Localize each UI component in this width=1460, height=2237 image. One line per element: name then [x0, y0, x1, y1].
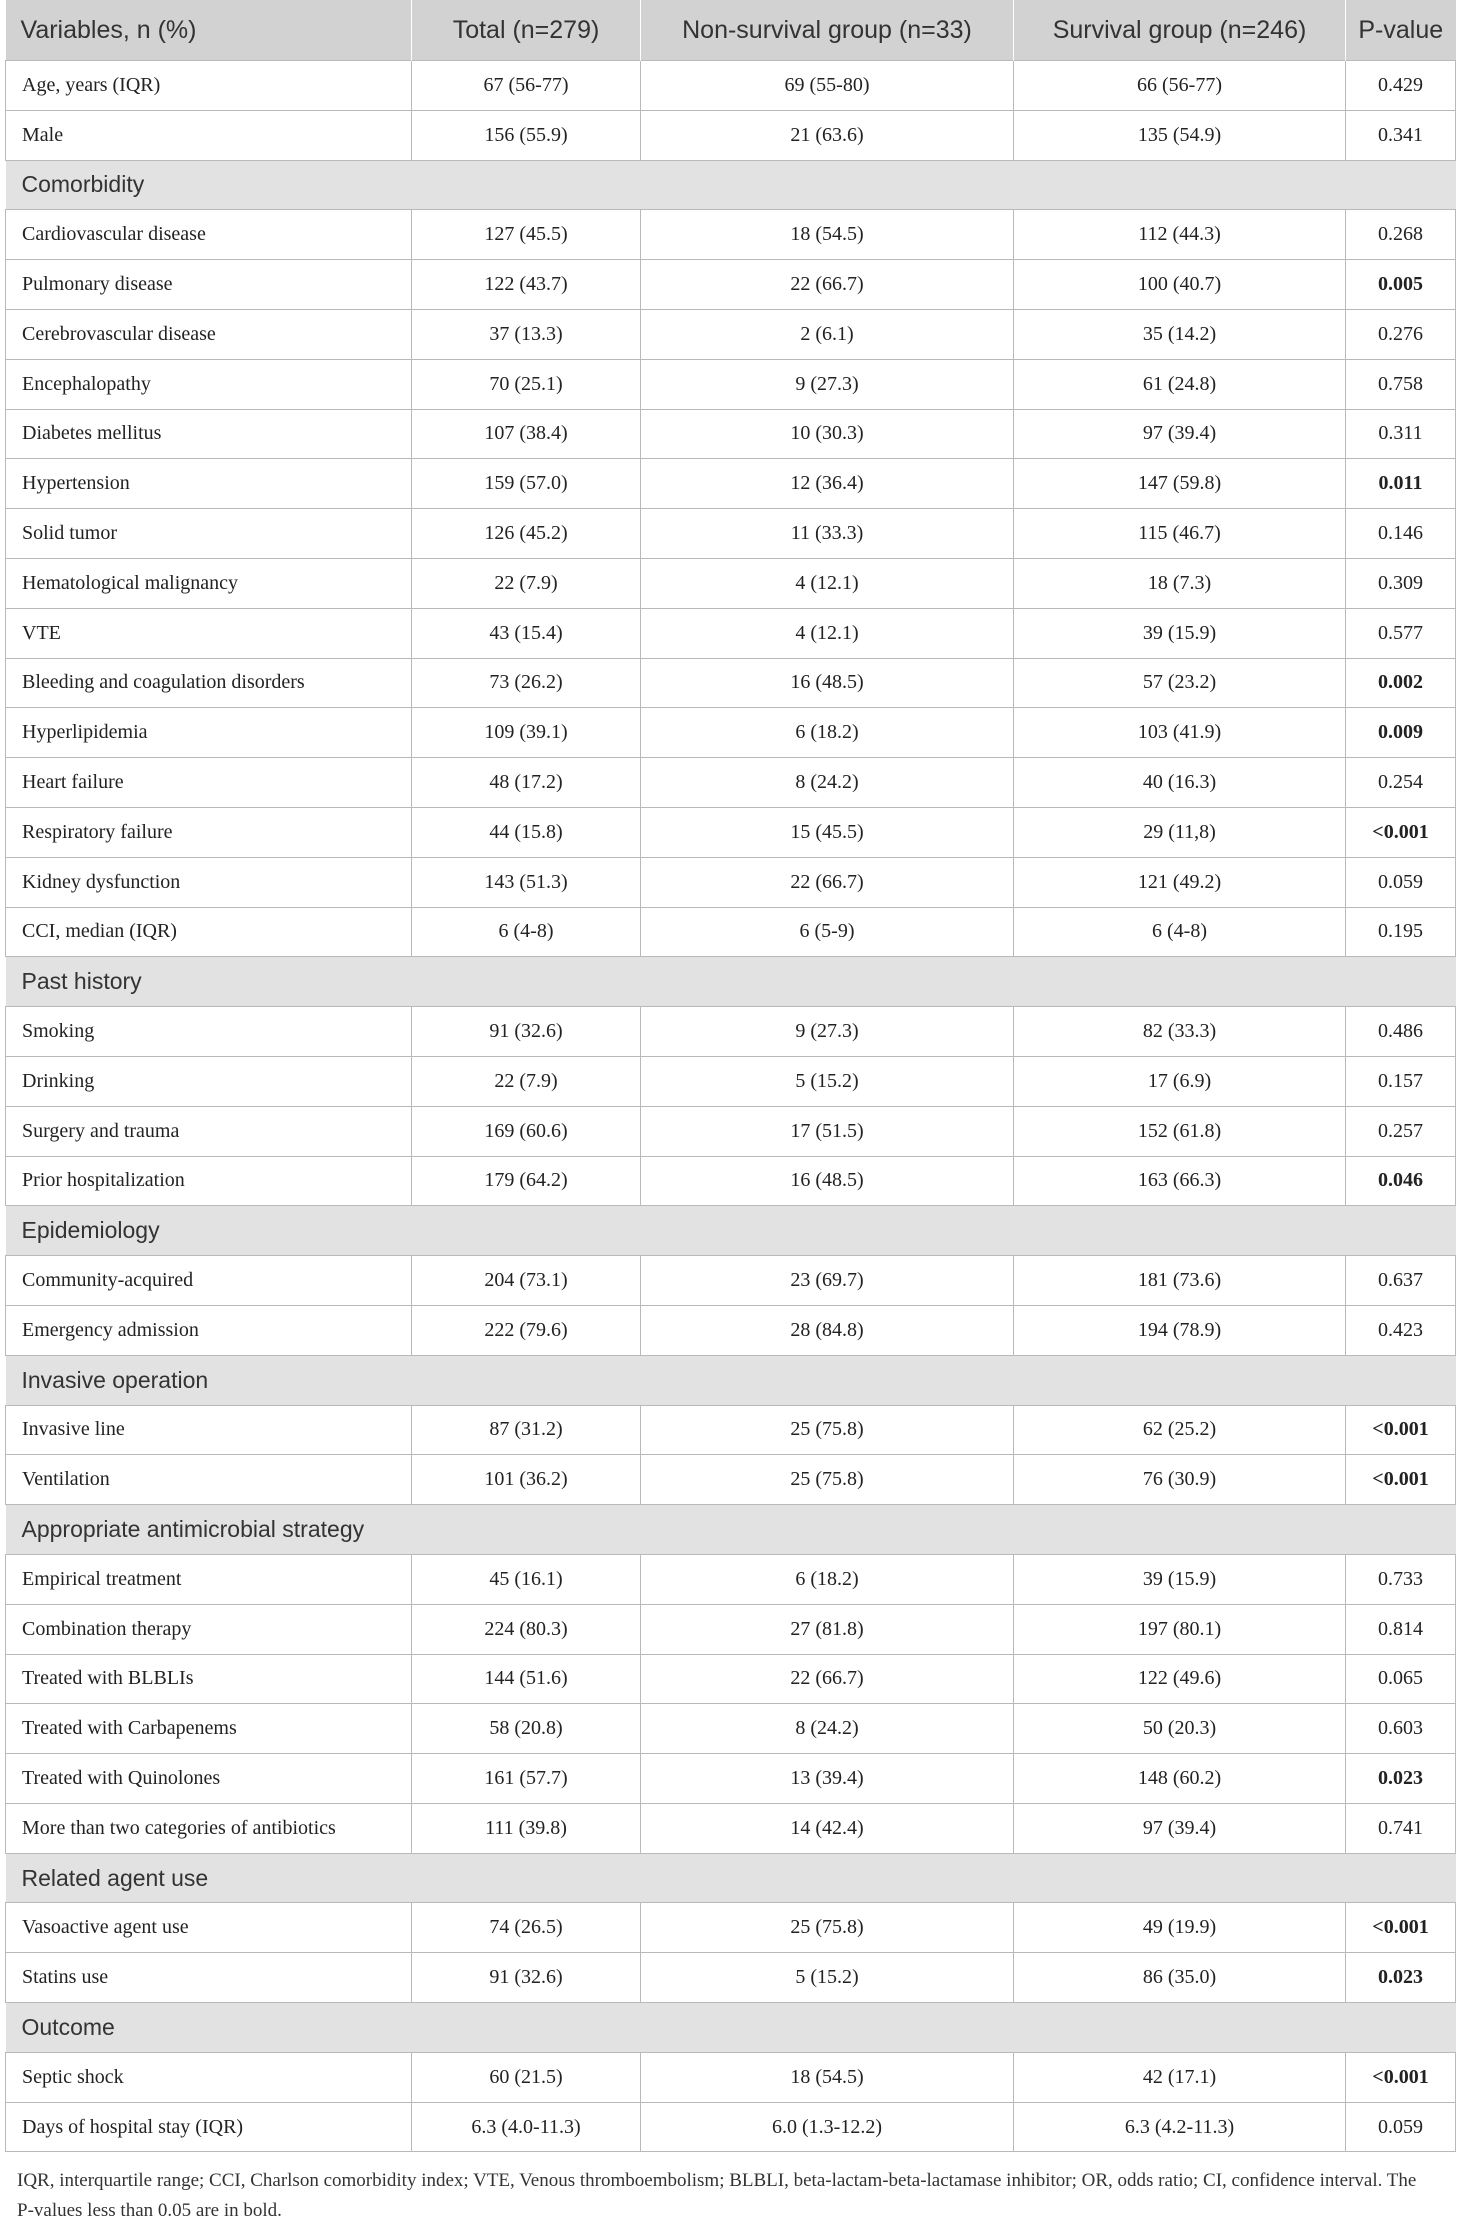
p-value-cell: 0.065 [1346, 1654, 1456, 1704]
non-survival-cell: 8 (24.2) [641, 758, 1014, 808]
non-survival-cell: 4 (12.1) [641, 608, 1014, 658]
non-survival-cell: 22 (66.7) [641, 1654, 1014, 1704]
non-survival-cell: 9 (27.3) [641, 359, 1014, 409]
total-cell: 144 (51.6) [412, 1654, 641, 1704]
survival-cell: 82 (33.3) [1014, 1007, 1346, 1057]
non-survival-cell: 6 (18.2) [641, 708, 1014, 758]
header-total: Total (n=279) [412, 0, 641, 61]
non-survival-cell: 8 (24.2) [641, 1704, 1014, 1754]
variable-cell: Combination therapy [6, 1604, 412, 1654]
p-value-cell: 0.733 [1346, 1554, 1456, 1604]
non-survival-cell: 25 (75.8) [641, 1455, 1014, 1505]
survival-cell: 197 (80.1) [1014, 1604, 1346, 1654]
header-survival: Survival group (n=246) [1014, 0, 1346, 61]
non-survival-cell: 6 (5-9) [641, 907, 1014, 957]
non-survival-cell: 6 (18.2) [641, 1554, 1014, 1604]
total-cell: 122 (43.7) [412, 260, 641, 310]
table-row [6, 658, 1456, 708]
total-cell: 161 (57.7) [412, 1754, 641, 1804]
p-value-cell: 0.005 [1346, 260, 1456, 310]
total-cell: 74 (26.5) [412, 1903, 641, 1953]
table-row [6, 608, 1456, 658]
survival-cell: 39 (15.9) [1014, 1554, 1346, 1604]
survival-cell: 62 (25.2) [1014, 1405, 1346, 1455]
survival-cell: 42 (17.1) [1014, 2052, 1346, 2102]
header-p-value: P-value [1346, 0, 1456, 61]
p-value-cell: 0.309 [1346, 558, 1456, 608]
survival-cell: 115 (46.7) [1014, 509, 1346, 559]
variable-cell: CCI, median (IQR) [6, 907, 412, 957]
survival-cell: 121 (49.2) [1014, 857, 1346, 907]
table-row [6, 857, 1456, 907]
variable-cell: Septic shock [6, 2052, 412, 2102]
p-value-cell: 0.311 [1346, 409, 1456, 459]
variable-cell: Treated with Carbapenems [6, 1704, 412, 1754]
p-value-cell: 0.637 [1346, 1256, 1456, 1306]
table-row [6, 1803, 1456, 1853]
variable-cell: Heart failure [6, 758, 412, 808]
survival-cell: 76 (30.9) [1014, 1455, 1346, 1505]
non-survival-cell: 23 (69.7) [641, 1256, 1014, 1306]
table-row [6, 509, 1456, 559]
table-row [6, 1305, 1456, 1355]
table-row [6, 807, 1456, 857]
p-value-cell: 0.059 [1346, 2102, 1456, 2152]
p-value-cell: 0.758 [1346, 359, 1456, 409]
total-cell: 60 (21.5) [412, 2052, 641, 2102]
variable-cell: Community-acquired [6, 1256, 412, 1306]
section-row [6, 2003, 1456, 2053]
variable-cell: Vasoactive agent use [6, 1903, 412, 1953]
table-row [6, 1604, 1456, 1654]
total-cell: 159 (57.0) [412, 459, 641, 509]
section-label: Past history [6, 957, 1456, 1007]
p-value-cell: 0.023 [1346, 1953, 1456, 2003]
variable-cell: Treated with BLBLIs [6, 1654, 412, 1704]
table-row [6, 260, 1456, 310]
non-survival-cell: 5 (15.2) [641, 1953, 1014, 2003]
total-cell: 169 (60.6) [412, 1106, 641, 1156]
total-cell: 179 (64.2) [412, 1156, 641, 1206]
p-value-cell: 0.146 [1346, 509, 1456, 559]
variable-cell: Respiratory failure [6, 807, 412, 857]
section-row [6, 160, 1456, 210]
non-survival-cell: 27 (81.8) [641, 1604, 1014, 1654]
table-row [6, 1704, 1456, 1754]
total-cell: 156 (55.9) [412, 110, 641, 160]
variable-cell: More than two categories of antibiotics [6, 1803, 412, 1853]
survival-cell: 135 (54.9) [1014, 110, 1346, 160]
table-row [6, 1056, 1456, 1106]
survival-cell: 181 (73.6) [1014, 1256, 1346, 1306]
p-value-cell: 0.257 [1346, 1106, 1456, 1156]
survival-cell: 152 (61.8) [1014, 1106, 1346, 1156]
survival-cell: 49 (19.9) [1014, 1903, 1346, 1953]
p-value-cell: 0.009 [1346, 708, 1456, 758]
variable-cell: Surgery and trauma [6, 1106, 412, 1156]
total-cell: 224 (80.3) [412, 1604, 641, 1654]
total-cell: 126 (45.2) [412, 509, 641, 559]
variable-cell: Bleeding and coagulation disorders [6, 658, 412, 708]
total-cell: 44 (15.8) [412, 807, 641, 857]
variable-cell: Ventilation [6, 1455, 412, 1505]
non-survival-cell: 18 (54.5) [641, 210, 1014, 260]
p-value-cell: 0.341 [1346, 110, 1456, 160]
header-row [6, 0, 1456, 61]
p-value-cell: <0.001 [1346, 1903, 1456, 1953]
non-survival-cell: 15 (45.5) [641, 807, 1014, 857]
total-cell: 87 (31.2) [412, 1405, 641, 1455]
section-label: Epidemiology [6, 1206, 1456, 1256]
variable-cell: VTE [6, 608, 412, 658]
variable-cell: Age, years (IQR) [6, 61, 412, 111]
survival-cell: 194 (78.9) [1014, 1305, 1346, 1355]
survival-cell: 39 (15.9) [1014, 608, 1346, 658]
variable-cell: Days of hospital stay (IQR) [6, 2102, 412, 2152]
table-row [6, 1007, 1456, 1057]
table-row [6, 359, 1456, 409]
section-label: Invasive operation [6, 1355, 1456, 1405]
total-cell: 109 (39.1) [412, 708, 641, 758]
p-value-cell: <0.001 [1346, 1405, 1456, 1455]
total-cell: 37 (13.3) [412, 309, 641, 359]
p-value-cell: 0.059 [1346, 857, 1456, 907]
non-survival-cell: 13 (39.4) [641, 1754, 1014, 1804]
variable-cell: Prior hospitalization [6, 1156, 412, 1206]
survival-cell: 35 (14.2) [1014, 309, 1346, 359]
table-row [6, 2052, 1456, 2102]
total-cell: 143 (51.3) [412, 857, 641, 907]
p-value-cell: 0.011 [1346, 459, 1456, 509]
variable-cell: Diabetes mellitus [6, 409, 412, 459]
non-survival-cell: 16 (48.5) [641, 658, 1014, 708]
section-row [6, 1853, 1456, 1903]
table-row [6, 758, 1456, 808]
total-cell: 45 (16.1) [412, 1554, 641, 1604]
survival-cell: 50 (20.3) [1014, 1704, 1346, 1754]
survival-cell: 100 (40.7) [1014, 260, 1346, 310]
variable-cell: Male [6, 110, 412, 160]
variable-cell: Hyperlipidemia [6, 708, 412, 758]
total-cell: 73 (26.2) [412, 658, 641, 708]
total-cell: 6 (4-8) [412, 907, 641, 957]
table-row [6, 1903, 1456, 1953]
total-cell: 70 (25.1) [412, 359, 641, 409]
section-label: Appropriate antimicrobial strategy [6, 1505, 1456, 1555]
table-row [6, 210, 1456, 260]
table-body [6, 61, 1456, 2152]
characteristics-table [5, 0, 1456, 2152]
variable-cell: Solid tumor [6, 509, 412, 559]
table-row [6, 459, 1456, 509]
p-value-cell: 0.002 [1346, 658, 1456, 708]
table-header [6, 0, 1456, 61]
survival-cell: 6.3 (4.2-11.3) [1014, 2102, 1346, 2152]
non-survival-cell: 16 (48.5) [641, 1156, 1014, 1206]
survival-cell: 112 (44.3) [1014, 210, 1346, 260]
non-survival-cell: 4 (12.1) [641, 558, 1014, 608]
variable-cell: Emergency admission [6, 1305, 412, 1355]
non-survival-cell: 5 (15.2) [641, 1056, 1014, 1106]
p-value-cell: 0.741 [1346, 1803, 1456, 1853]
table-row [6, 110, 1456, 160]
variable-cell: Smoking [6, 1007, 412, 1057]
section-row [6, 957, 1456, 1007]
header-non-survival: Non-survival group (n=33) [641, 0, 1014, 61]
section-row [6, 1355, 1456, 1405]
table-row [6, 61, 1456, 111]
non-survival-cell: 21 (63.6) [641, 110, 1014, 160]
survival-cell: 163 (66.3) [1014, 1156, 1346, 1206]
survival-cell: 103 (41.9) [1014, 708, 1346, 758]
table-row [6, 907, 1456, 957]
variable-cell: Pulmonary disease [6, 260, 412, 310]
non-survival-cell: 17 (51.5) [641, 1106, 1014, 1156]
section-label: Related agent use [6, 1853, 1456, 1903]
total-cell: 91 (32.6) [412, 1953, 641, 2003]
non-survival-cell: 69 (55-80) [641, 61, 1014, 111]
total-cell: 67 (56-77) [412, 61, 641, 111]
p-value-cell: 0.276 [1346, 309, 1456, 359]
total-cell: 58 (20.8) [412, 1704, 641, 1754]
table-row [6, 1953, 1456, 2003]
survival-cell: 6 (4-8) [1014, 907, 1346, 957]
p-value-cell: <0.001 [1346, 807, 1456, 857]
p-value-cell: 0.603 [1346, 1704, 1456, 1754]
p-value-cell: 0.195 [1346, 907, 1456, 957]
total-cell: 204 (73.1) [412, 1256, 641, 1306]
total-cell: 48 (17.2) [412, 758, 641, 808]
p-value-cell: 0.157 [1346, 1056, 1456, 1106]
survival-cell: 40 (16.3) [1014, 758, 1346, 808]
section-label: Comorbidity [6, 160, 1456, 210]
header-variables: Variables, n (%) [6, 0, 412, 61]
variable-cell: Cerebrovascular disease [6, 309, 412, 359]
table-row [6, 708, 1456, 758]
table-row [6, 558, 1456, 608]
non-survival-cell: 10 (30.3) [641, 409, 1014, 459]
total-cell: 222 (79.6) [412, 1305, 641, 1355]
variable-cell: Drinking [6, 1056, 412, 1106]
p-value-cell: 0.486 [1346, 1007, 1456, 1057]
variable-cell: Empirical treatment [6, 1554, 412, 1604]
survival-cell: 122 (49.6) [1014, 1654, 1346, 1704]
section-label: Outcome [6, 2003, 1456, 2053]
survival-cell: 97 (39.4) [1014, 1803, 1346, 1853]
non-survival-cell: 11 (33.3) [641, 509, 1014, 559]
total-cell: 22 (7.9) [412, 1056, 641, 1106]
p-value-cell: 0.023 [1346, 1754, 1456, 1804]
non-survival-cell: 28 (84.8) [641, 1305, 1014, 1355]
non-survival-cell: 22 (66.7) [641, 857, 1014, 907]
survival-cell: 61 (24.8) [1014, 359, 1346, 409]
table-row [6, 1405, 1456, 1455]
section-row [6, 1206, 1456, 1256]
p-value-cell: <0.001 [1346, 1455, 1456, 1505]
survival-cell: 57 (23.2) [1014, 658, 1346, 708]
total-cell: 22 (7.9) [412, 558, 641, 608]
p-value-cell: 0.577 [1346, 608, 1456, 658]
non-survival-cell: 25 (75.8) [641, 1903, 1014, 1953]
variable-cell: Encephalopathy [6, 359, 412, 409]
table-row [6, 1156, 1456, 1206]
survival-cell: 148 (60.2) [1014, 1754, 1346, 1804]
variable-cell: Invasive line [6, 1405, 412, 1455]
p-value-cell: 0.046 [1346, 1156, 1456, 1206]
p-value-cell: 0.268 [1346, 210, 1456, 260]
p-value-cell: 0.429 [1346, 61, 1456, 111]
p-value-cell: 0.423 [1346, 1305, 1456, 1355]
total-cell: 91 (32.6) [412, 1007, 641, 1057]
variable-cell: Cardiovascular disease [6, 210, 412, 260]
non-survival-cell: 18 (54.5) [641, 2052, 1014, 2102]
p-value-cell: 0.814 [1346, 1604, 1456, 1654]
variable-cell: Hypertension [6, 459, 412, 509]
p-value-cell: <0.001 [1346, 2052, 1456, 2102]
total-cell: 127 (45.5) [412, 210, 641, 260]
survival-cell: 66 (56-77) [1014, 61, 1346, 111]
table-row [6, 1106, 1456, 1156]
total-cell: 101 (36.2) [412, 1455, 641, 1505]
survival-cell: 86 (35.0) [1014, 1953, 1346, 2003]
survival-cell: 97 (39.4) [1014, 409, 1346, 459]
non-survival-cell: 14 (42.4) [641, 1803, 1014, 1853]
section-row [6, 1505, 1456, 1555]
survival-cell: 29 (11,8) [1014, 807, 1346, 857]
survival-cell: 18 (7.3) [1014, 558, 1346, 608]
table-row [6, 409, 1456, 459]
survival-cell: 147 (59.8) [1014, 459, 1346, 509]
table-row [6, 1754, 1456, 1804]
total-cell: 43 (15.4) [412, 608, 641, 658]
survival-cell: 17 (6.9) [1014, 1056, 1346, 1106]
table-row [6, 2102, 1456, 2152]
variable-cell: Hematological malignancy [6, 558, 412, 608]
variable-cell: Treated with Quinolones [6, 1754, 412, 1804]
non-survival-cell: 6.0 (1.3-12.2) [641, 2102, 1014, 2152]
non-survival-cell: 2 (6.1) [641, 309, 1014, 359]
total-cell: 111 (39.8) [412, 1803, 641, 1853]
total-cell: 107 (38.4) [412, 409, 641, 459]
non-survival-cell: 12 (36.4) [641, 459, 1014, 509]
total-cell: 6.3 (4.0-11.3) [412, 2102, 641, 2152]
non-survival-cell: 25 (75.8) [641, 1405, 1014, 1455]
table-row [6, 1256, 1456, 1306]
table-row [6, 1554, 1456, 1604]
non-survival-cell: 22 (66.7) [641, 260, 1014, 310]
table-row [6, 1455, 1456, 1505]
variable-cell: Kidney dysfunction [6, 857, 412, 907]
non-survival-cell: 9 (27.3) [641, 1007, 1014, 1057]
table-row [6, 1654, 1456, 1704]
table-footnote: IQR, interquartile range; CCI, Charlson comorbidity index; VTE, Venous thromboembolism; BLBLI, beta-lactam-beta-lactamase inhibitor; OR, odds ratio; CI, confidence interval. The P-values less than 0.05 are in bold. [17, 2170, 1417, 2222]
p-value-cell: 0.254 [1346, 758, 1456, 808]
table-row [6, 309, 1456, 359]
variable-cell: Statins use [6, 1953, 412, 2003]
